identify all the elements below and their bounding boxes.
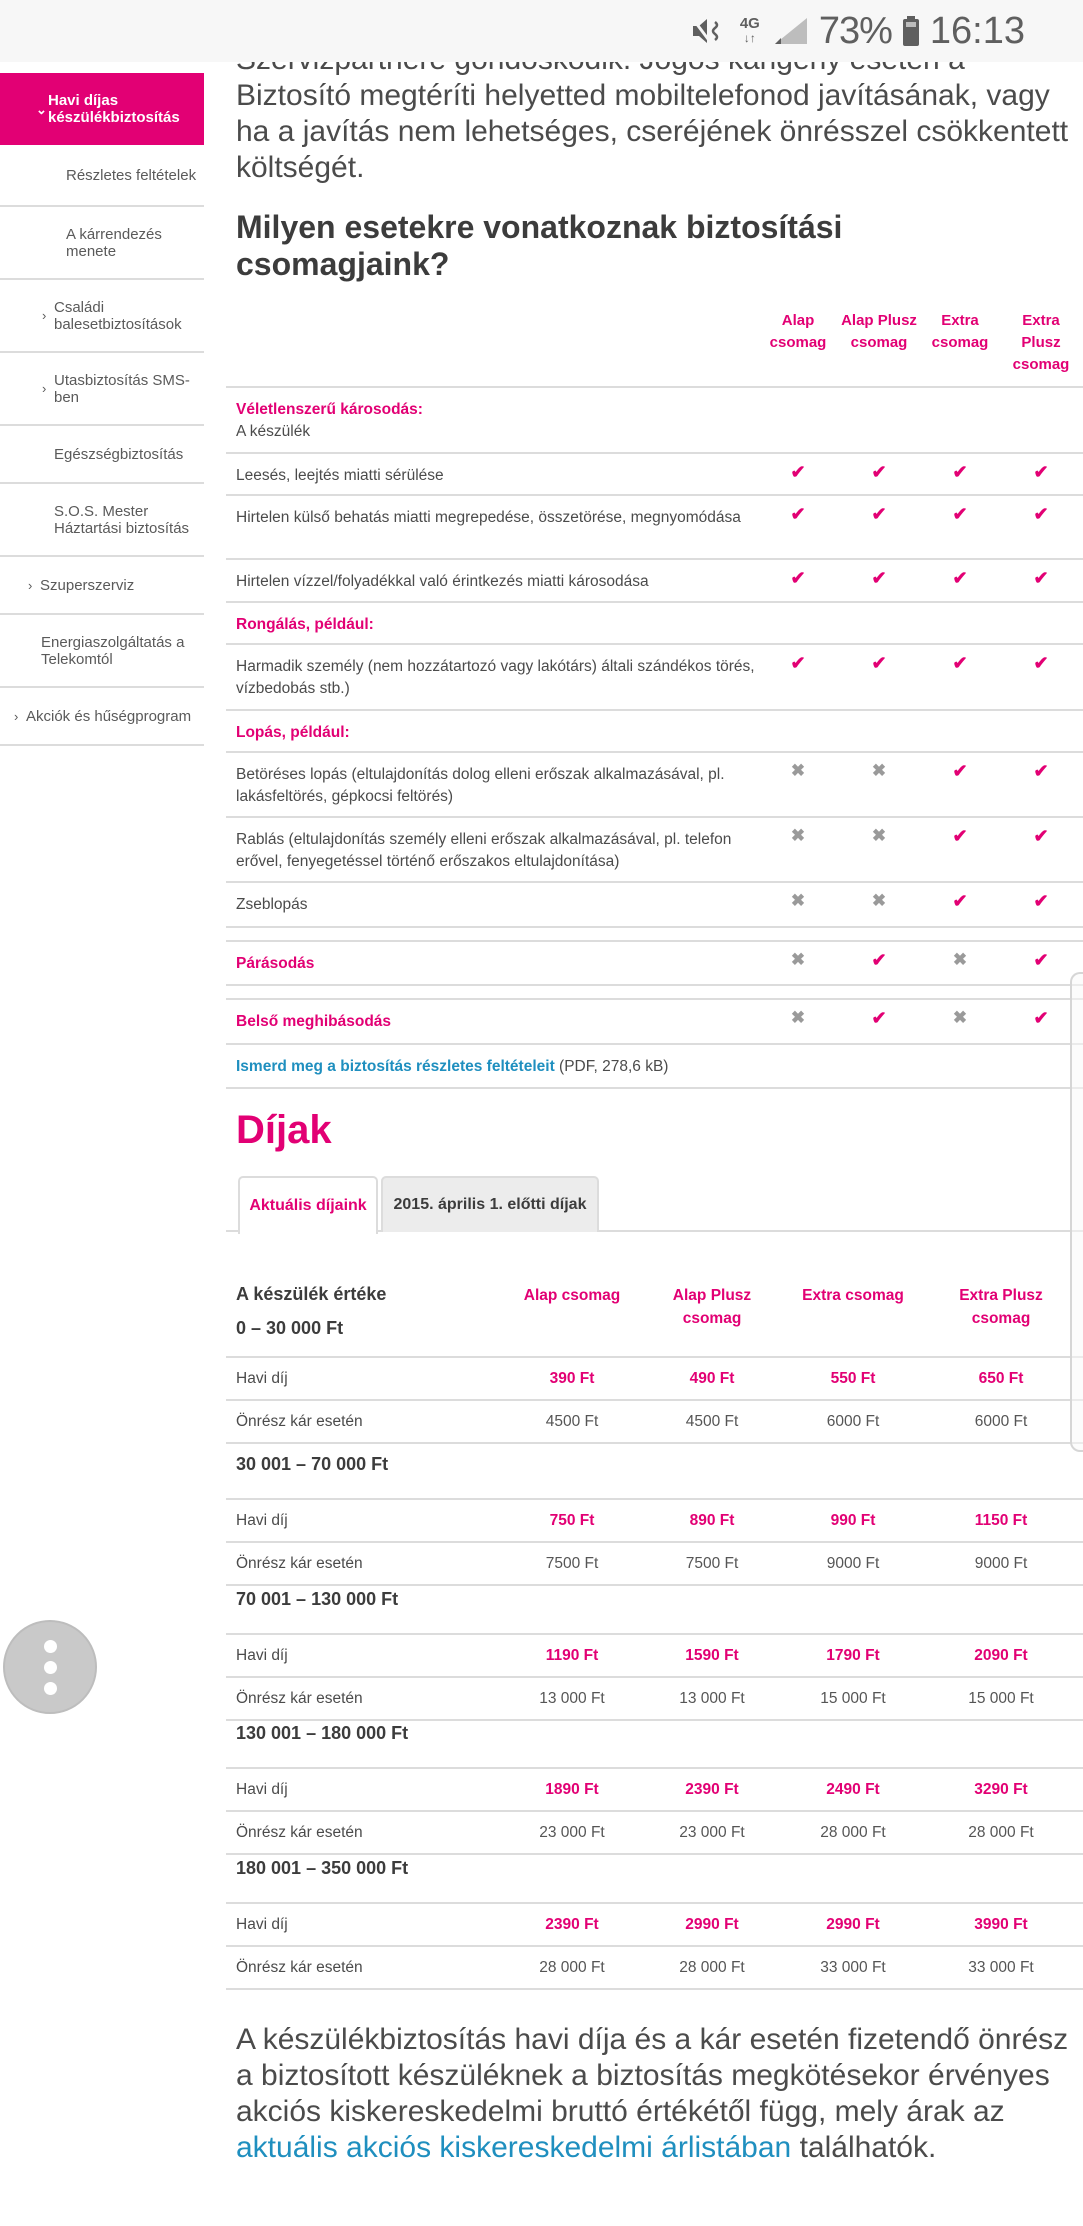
- row-divider: [226, 1853, 1083, 1855]
- battery-percent: 73%: [818, 9, 892, 52]
- monthly-fee-value: 3290 Ft: [974, 1781, 1028, 1798]
- monthly-fee-label: Havi díj: [236, 1916, 288, 1933]
- monthly-fee-label: Havi díj: [236, 1512, 288, 1529]
- dot-icon: [44, 1640, 57, 1653]
- coverage-section-label: Párásodás: [236, 955, 315, 972]
- monthly-fee-value: 1590 Ft: [685, 1647, 739, 1664]
- monthly-fee-value: 1890 Ft: [545, 1781, 599, 1798]
- deductible-label: Önrész kár esetén: [236, 1824, 363, 1841]
- row-divider: [226, 1498, 1083, 1500]
- sidebar-item-egeszseg[interactable]: [0, 426, 204, 484]
- deductible-value: 13 000 Ft: [679, 1690, 745, 1707]
- deductible-value: 33 000 Ft: [820, 1959, 886, 1976]
- row-divider: [226, 1810, 1083, 1812]
- monthly-fee-value: 890 Ft: [689, 1512, 735, 1529]
- monthly-fee-label: Havi díj: [236, 1370, 288, 1387]
- row-divider: [226, 1541, 1083, 1543]
- cross-icon: ✖: [871, 826, 887, 845]
- deductible-value: 28 000 Ft: [968, 1824, 1034, 1841]
- sidebar-item-sos-mester[interactable]: [0, 484, 204, 557]
- check-icon: ✔: [871, 653, 887, 673]
- monthly-fee-value: 1790 Ft: [826, 1647, 880, 1664]
- deductible-label: Önrész kár esetén: [236, 1690, 363, 1707]
- row-divider: [226, 816, 1083, 818]
- row-divider: [226, 1767, 1083, 1769]
- monthly-fee-value: 390 Ft: [549, 1370, 595, 1387]
- chevron-down-icon: ⌄: [36, 101, 47, 117]
- check-icon: ✔: [790, 462, 806, 482]
- coverage-item-label: Hirtelen külső behatás miatti megrepedése, összetörése, megnyomódása: [236, 509, 741, 526]
- sidebar-item-karrendezes[interactable]: [0, 207, 204, 280]
- row-divider: [226, 386, 1083, 388]
- coverage-item-label: Zseblopás: [236, 896, 308, 913]
- deductible-value: 9000 Ft: [974, 1555, 1028, 1572]
- row-divider: [226, 1356, 1083, 1358]
- sidebar-item-label: Energiaszolgáltatás a Telekomtól: [41, 633, 185, 668]
- intro-paragraph: Biztosító megtéríti helyetted mobiltelefonod javításának, vagy ha a javítás nem lehetséges, cseréjének önrésszel csökkentett költségét.: [236, 79, 1069, 184]
- fees-title: Díjak: [236, 1108, 332, 1152]
- fee-col-alap-plusz: Alap Plusz csomag: [672, 1287, 752, 1327]
- sidebar-item-utasbiztositas[interactable]: [0, 353, 204, 426]
- check-icon: ✔: [871, 568, 887, 588]
- coverage-title: Milyen esetekre vonatkoznak biztosítási csomagjaink?: [236, 209, 843, 282]
- coverage-section-sublabel: A készülék: [236, 423, 311, 440]
- coverage-col-alap: Alap csomag: [769, 312, 827, 351]
- more-options-button[interactable]: [3, 1620, 97, 1714]
- sidebar-item-csaladi[interactable]: [0, 280, 204, 353]
- deductible-value: 28 000 Ft: [679, 1959, 745, 1976]
- divider: [226, 1087, 1083, 1089]
- conditions-pdf-link[interactable]: Ismerd meg a biztosítás részletes feltételeit: [236, 1058, 555, 1075]
- coverage-item-label: Rablás (eltulajdonítás személy elleni erőszak alkalmazásával, pl. telefon erővel, fenyegetéssel történő erőszakos eltulajdonítása): [236, 831, 732, 870]
- monthly-fee-value: 490 Ft: [689, 1370, 735, 1387]
- deductible-value: 7500 Ft: [685, 1555, 739, 1572]
- deductible-value: 15 000 Ft: [968, 1690, 1034, 1707]
- deductible-label: Önrész kár esetén: [236, 1413, 363, 1430]
- price-list-link[interactable]: aktuális akciós kiskereskedelmi árlistában: [236, 2131, 792, 2164]
- check-icon: ✔: [952, 462, 968, 482]
- device-value-range: 70 001 – 130 000 Ft: [236, 1589, 399, 1609]
- fee-col-alap: Alap csomag: [523, 1287, 621, 1304]
- cross-icon: ✖: [952, 950, 968, 969]
- row-divider: [226, 984, 1083, 986]
- deductible-value: 6000 Ft: [974, 1413, 1028, 1430]
- monthly-fee-value: 2090 Ft: [974, 1647, 1028, 1664]
- check-icon: ✔: [952, 891, 968, 911]
- device-value-range: 0 – 30 000 Ft: [236, 1318, 344, 1338]
- deductible-value: 4500 Ft: [545, 1413, 599, 1430]
- coverage-section-label: Belső meghibásodás: [236, 1013, 392, 1030]
- cross-icon: ✖: [790, 761, 806, 780]
- row-divider: [226, 1988, 1083, 1990]
- signal-icon: [773, 16, 809, 46]
- deductible-value: 28 000 Ft: [539, 1959, 605, 1976]
- monthly-fee-label: Havi díj: [236, 1647, 288, 1664]
- check-icon: ✔: [1033, 826, 1049, 846]
- row-divider: [226, 1676, 1083, 1678]
- chevron-right-icon: ›: [28, 577, 33, 593]
- check-icon: ✔: [1033, 891, 1049, 911]
- coverage-section-label: Véletlenszerű károsodás: A készülék: [236, 399, 766, 443]
- row-divider: [226, 751, 1083, 753]
- device-value-range: 30 001 – 70 000 Ft: [236, 1454, 389, 1474]
- check-icon: ✔: [871, 462, 887, 482]
- monthly-fee-value: 750 Ft: [549, 1512, 595, 1529]
- check-icon: ✔: [952, 653, 968, 673]
- deductible-value: 9000 Ft: [826, 1555, 880, 1572]
- check-icon: ✔: [871, 504, 887, 524]
- fee-col-extra: Extra csomag: [802, 1287, 904, 1304]
- check-icon: ✔: [871, 1008, 887, 1028]
- check-icon: ✔: [1033, 653, 1049, 673]
- deductible-value: 33 000 Ft: [968, 1959, 1034, 1976]
- sidebar-item-label: Havi díjas készülékbiztosítás: [48, 92, 180, 126]
- fee-footnote: [236, 2022, 1076, 2166]
- check-icon: ✔: [952, 504, 968, 524]
- monthly-fee-value: 1190 Ft: [545, 1647, 599, 1664]
- row-divider: [226, 558, 1083, 560]
- check-icon: ✔: [1033, 462, 1049, 482]
- monthly-fee-value: 2390 Ft: [545, 1916, 599, 1933]
- edge-panel-handle[interactable]: [1070, 972, 1083, 1452]
- row-divider: [226, 709, 1083, 711]
- row-divider: [226, 1633, 1083, 1635]
- check-icon: ✔: [871, 950, 887, 970]
- sidebar-item-label: Akciók és hűségprogram: [26, 707, 192, 725]
- check-icon: ✔: [1033, 950, 1049, 970]
- sidebar-item-szuperszerviz[interactable]: [0, 557, 204, 615]
- cross-icon: ✖: [790, 891, 806, 910]
- monthly-fee-value: 2990 Ft: [685, 1916, 739, 1933]
- pdf-line: [236, 1056, 668, 1078]
- chevron-right-icon: ›: [42, 381, 47, 396]
- row-divider: [226, 1902, 1083, 1904]
- monthly-fee-value: 990 Ft: [830, 1512, 876, 1529]
- row-divider: [226, 452, 1083, 454]
- row-divider: [226, 494, 1083, 496]
- cross-icon: ✖: [871, 761, 887, 780]
- monthly-fee-value: 1150 Ft: [974, 1512, 1028, 1529]
- check-icon: ✔: [1033, 568, 1049, 588]
- cross-icon: ✖: [790, 826, 806, 845]
- row-divider: [226, 881, 1083, 883]
- monthly-fee-value: 650 Ft: [978, 1370, 1024, 1387]
- sidebar-item-akciok[interactable]: [0, 688, 204, 746]
- mute-icon: [691, 16, 727, 46]
- battery-icon: [902, 16, 920, 46]
- sidebar-item-label: Szuperszerviz: [40, 576, 135, 594]
- cross-icon: ✖: [952, 1008, 968, 1027]
- cross-icon: ✖: [790, 1008, 806, 1027]
- coverage-col-extra-plusz: Extra Plusz csomag: [1012, 312, 1070, 373]
- sidebar-item-energia[interactable]: [0, 615, 204, 688]
- deductible-value: 4500 Ft: [685, 1413, 739, 1430]
- deductible-value: 7500 Ft: [545, 1555, 599, 1572]
- coverage-section-label: Rongálás, például:: [236, 616, 374, 633]
- row-divider: [226, 601, 1083, 603]
- check-icon: ✔: [1033, 1008, 1049, 1028]
- deductible-label: Önrész kár esetén: [236, 1555, 363, 1572]
- deductible-value: 15 000 Ft: [820, 1690, 886, 1707]
- deductible-label: Önrész kár esetén: [236, 1959, 363, 1976]
- check-icon: ✔: [790, 504, 806, 524]
- dot-icon: [44, 1661, 57, 1674]
- device-value-range: 130 001 – 180 000 Ft: [236, 1723, 409, 1743]
- coverage-item-label: Leesés, leejtés miatti sérülése: [236, 467, 444, 484]
- clock: 16:13: [929, 9, 1025, 52]
- row-divider: [226, 1442, 1083, 1444]
- check-icon: ✔: [952, 826, 968, 846]
- monthly-fee-label: Havi díj: [236, 1781, 288, 1798]
- footnote-text-end: találhatók.: [791, 2131, 937, 2164]
- sidebar-item-label: Részletes feltételek: [66, 166, 197, 184]
- deductible-value: 23 000 Ft: [679, 1824, 745, 1841]
- coverage-item-label: Hirtelen vízzel/folyadékkal való érintkezés miatti károsodása: [236, 573, 649, 590]
- status-bar: [0, 0, 1083, 62]
- sidebar-item-reszletes[interactable]: [0, 145, 204, 207]
- monthly-fee-value: 2390 Ft: [685, 1781, 739, 1798]
- monthly-fee-value: 2490 Ft: [826, 1781, 880, 1798]
- row-divider: [226, 1584, 1083, 1586]
- monthly-fee-value: 2990 Ft: [826, 1916, 880, 1933]
- coverage-section-label: Lopás, például:: [236, 724, 350, 741]
- coverage-col-extra: Extra csomag: [931, 312, 989, 351]
- pdf-info: (PDF, 278,6 kB): [554, 1058, 669, 1075]
- row-divider: [226, 1043, 1083, 1045]
- network-4g-icon: 4G ↓↑: [737, 17, 763, 45]
- row-divider: [226, 643, 1083, 645]
- check-icon: ✔: [1033, 761, 1049, 781]
- coverage-col-alap-plusz: Alap Plusz csomag: [841, 312, 917, 351]
- check-icon: ✔: [1033, 504, 1049, 524]
- sidebar-item-havi-dijas[interactable]: [0, 73, 204, 145]
- check-icon: ✔: [952, 761, 968, 781]
- fee-col-extra-plusz: Extra Plusz csomag: [959, 1287, 1043, 1327]
- cross-icon: ✖: [871, 891, 887, 910]
- sidebar-item-label: A kárrendezés menete: [66, 225, 162, 260]
- dot-icon: [44, 1682, 57, 1695]
- chevron-right-icon: ›: [14, 708, 19, 724]
- network-type: 4G: [739, 15, 760, 32]
- footnote-text: A készülékbiztosítás havi díja és a kár esetén fizetendő önrész a biztosított készüléknek a biztosítás megkötésekor érvényes akciós kiskereskedelmi bruttó értékétől függ, mely árak az: [236, 2023, 1069, 2128]
- row-divider: [226, 1945, 1083, 1947]
- chevron-right-icon: ›: [42, 308, 47, 323]
- check-icon: ✔: [952, 568, 968, 588]
- coverage-item-label: Harmadik személy (nem hozzátartozó vagy lakótárs) általi szándékos törés, vízbedobás stb.): [236, 658, 755, 697]
- device-value-range: 180 001 – 350 000 Ft: [236, 1858, 409, 1878]
- row-divider: [226, 998, 1083, 1000]
- row-divider: [226, 926, 1083, 928]
- tab-pre-2015-fees[interactable]: 2015. április 1. előtti díjak: [381, 1176, 599, 1232]
- check-icon: ✔: [790, 568, 806, 588]
- row-divider: [226, 1399, 1083, 1401]
- device-value-label: A készülék értéke: [236, 1284, 387, 1304]
- tab-current-fees[interactable]: Aktuális díjaink: [238, 1176, 378, 1234]
- monthly-fee-value: 550 Ft: [830, 1370, 876, 1387]
- deductible-value: 28 000 Ft: [820, 1824, 886, 1841]
- deductible-value: 23 000 Ft: [539, 1824, 605, 1841]
- row-divider: [226, 940, 1083, 942]
- deductible-value: 6000 Ft: [826, 1413, 880, 1430]
- coverage-item-label: Betöréses lopás (eltulajdonítás dolog elleni erőszak alkalmazásával, pl. lakásfeltörés, gépkocsi feltörés): [236, 766, 725, 805]
- cross-icon: ✖: [790, 950, 806, 969]
- monthly-fee-value: 3990 Ft: [974, 1916, 1028, 1933]
- check-icon: ✔: [790, 653, 806, 673]
- sidebar-item-label: Utasbiztosítás SMS-ben: [54, 371, 190, 406]
- sidebar-item-label: Egészségbiztosítás: [54, 445, 184, 463]
- deductible-value: 13 000 Ft: [539, 1690, 605, 1707]
- sidebar-item-label: S.O.S. Mester Háztartási biztosítás: [54, 502, 190, 537]
- sidebar-item-label: Családi balesetbiztosítások: [54, 298, 182, 333]
